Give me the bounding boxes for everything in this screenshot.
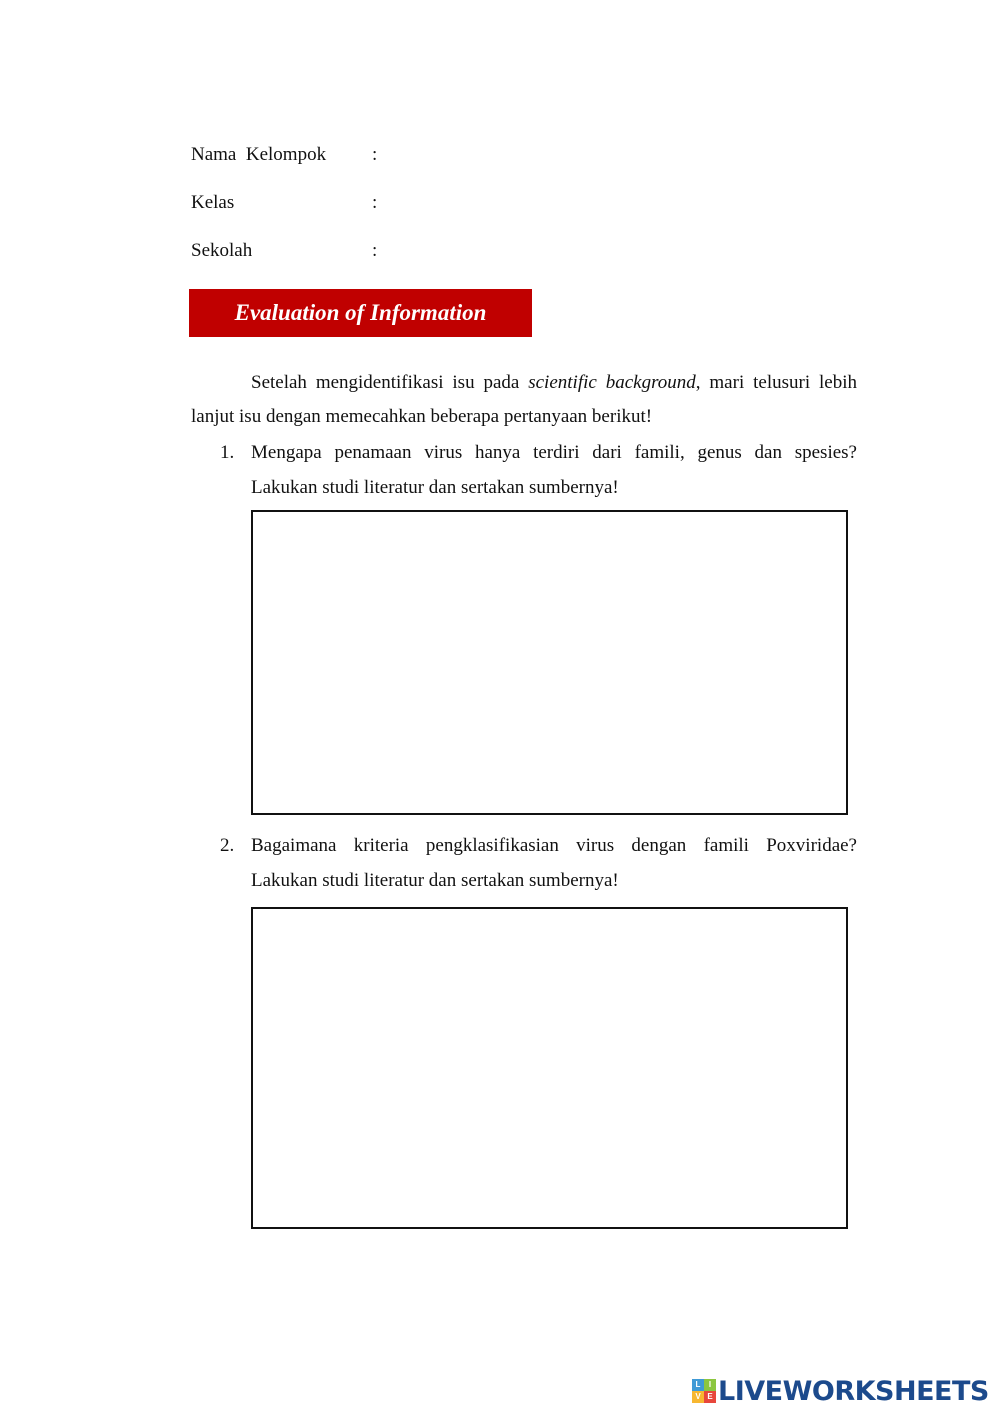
logo-letter-v: V bbox=[692, 1391, 704, 1403]
brand-wordmark: LIVEWORKSHEETS bbox=[718, 1375, 989, 1407]
intro-paragraph bbox=[191, 366, 857, 434]
school-label: Sekolah bbox=[191, 240, 253, 261]
group-name-label: Nama Kelompok bbox=[191, 144, 327, 165]
logo-letter-e: E bbox=[704, 1391, 716, 1403]
question-2-text: Bagaimana kriteria pengklasifikasian virus dengan famili Poxviridae? bbox=[251, 835, 857, 856]
liveworksheets-logo-icon bbox=[692, 1379, 716, 1403]
group-name-field bbox=[191, 143, 378, 167]
question-1-number: 1. bbox=[220, 442, 235, 463]
question-1-text: Mengapa penamaan virus hanya terdiri dari famili, genus dan spesies? bbox=[251, 442, 857, 463]
class-field bbox=[191, 191, 378, 215]
school-colon: : bbox=[372, 240, 378, 261]
liveworksheets-brand bbox=[692, 1376, 989, 1406]
question-1 bbox=[220, 435, 857, 505]
group-name-colon: : bbox=[372, 144, 378, 165]
question-2-instruction: Lakukan studi literatur dan sertakan sumbernya! bbox=[251, 870, 619, 891]
answer-box-2[interactable] bbox=[251, 907, 848, 1229]
question-2 bbox=[220, 828, 857, 898]
section-title: Evaluation of Information bbox=[234, 300, 487, 325]
school-field bbox=[191, 239, 378, 263]
answer-box-1[interactable] bbox=[251, 510, 848, 815]
section-banner bbox=[189, 289, 532, 337]
question-1-instruction: Lakukan studi literatur dan sertakan sumbernya! bbox=[251, 477, 619, 498]
class-label: Kelas bbox=[191, 192, 235, 213]
intro-text-before: Setelah mengidentifikasi isu pada bbox=[251, 372, 529, 393]
question-2-number: 2. bbox=[220, 835, 235, 856]
class-colon: : bbox=[372, 192, 378, 213]
intro-text-after: , mari telusuri lebih lanjut isu dengan memecahkan beberapa pertanyaan berikut! bbox=[191, 372, 857, 427]
logo-letter-i: I bbox=[704, 1379, 716, 1391]
logo-letter-l: L bbox=[692, 1379, 704, 1391]
intro-text-italic: scientific background bbox=[528, 372, 696, 393]
